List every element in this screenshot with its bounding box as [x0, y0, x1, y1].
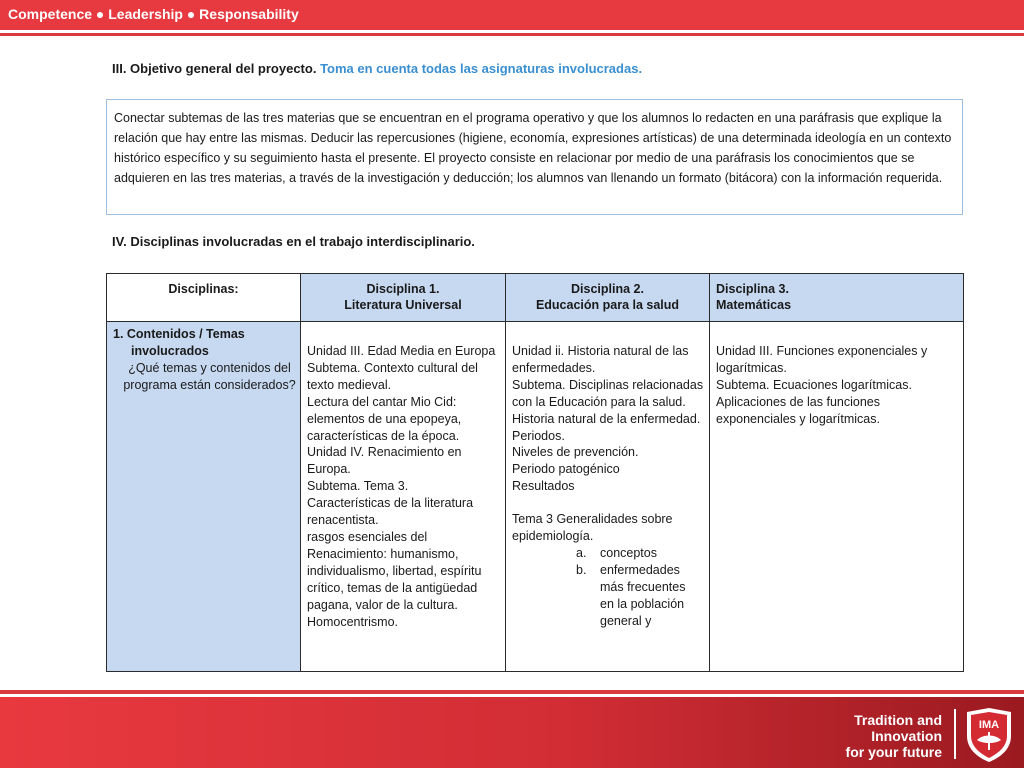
list-item: Unidad III. Edad Media en Europa: [307, 344, 496, 358]
tagline: Competence ● Leadership ● Responsability: [8, 6, 299, 22]
ima-shield-logo: [963, 706, 1015, 769]
footer-slogan: [846, 712, 942, 760]
list-item: Subtema. Ecuaciones logarítmicas.: [716, 377, 912, 392]
table-corner-header: Disciplinas:: [106, 273, 301, 322]
list-text: enfermedades más frecuentes en la población general y: [600, 562, 686, 628]
list-item: Subtema. Tema 3.: [307, 479, 409, 494]
shield-icon: [963, 706, 1015, 764]
row-header-contents: [106, 321, 301, 672]
list-item: Resultados: [512, 479, 575, 494]
column-header-2-line1: Disciplina 2.: [571, 282, 644, 296]
cell-health-education: [505, 321, 710, 672]
list-marker: a.: [576, 545, 587, 560]
spacer: [512, 495, 705, 511]
list-item: Periodo patogénico: [512, 462, 620, 477]
column-header-1-line2: Literatura Universal: [344, 298, 462, 312]
topic-heading: Tema 3 Generalidades sobre epidemiología.: [512, 512, 673, 544]
list-text: conceptos: [600, 545, 657, 560]
section-3-title: III. Objetivo general del proyecto.: [112, 61, 317, 76]
list-item: Unidad ii. Historia natural de las enfermedades.: [512, 344, 689, 375]
list-item: Aplicaciones de las funciones exponenciales y logarítmicas.: [716, 394, 880, 426]
list-item: Subtema. Disciplinas relacionadas con la Educación para la salud.: [512, 377, 704, 409]
footer-line-2: Innovation: [871, 728, 942, 744]
disciplines-table: [106, 273, 964, 672]
list-item: Características de la literatura renacentista.: [307, 496, 474, 528]
list-item: [512, 562, 705, 630]
list-item: Homocentrismo.: [307, 614, 398, 629]
column-header-discipline-3: [709, 273, 964, 322]
topic-list: [512, 545, 705, 630]
footer-line-3: for your future: [845, 744, 942, 760]
footer-line-1: Tradition and: [854, 712, 942, 728]
list-item: Unidad III. Funciones exponenciales y logarítmicas.: [716, 344, 928, 375]
list-item: Niveles de prevención.: [512, 445, 639, 460]
column-header-3-line1: Disciplina 3.: [716, 282, 789, 296]
column-header-1-line1: Disciplina 1.: [366, 282, 440, 296]
list-item: Unidad IV. Renacimiento en Europa.: [307, 445, 462, 477]
column-header-discipline-2: [505, 273, 710, 322]
list-item: [512, 545, 705, 562]
cell-mathematics: [709, 321, 964, 672]
section-3-heading: [112, 61, 642, 76]
column-header-3-line2: Matemáticas: [716, 298, 792, 312]
bottom-divider: [0, 690, 1024, 694]
objective-text-box: Conectar subtemas de las tres materias que se encuentran en el programa operativo y que los alumnos lo redacten en una paráfrasis que explique la relación que hay entre las mismas. Deducir las repercusiones (higiene, economía, expresiones artísticas) de una determinada ideología en un contexto histórico específico y su seguimiento hasta el presente. El proyecto consiste en relacionar por medio de una paráfrasis los conocimientos que se adquieren en las tres materias, a través de la investigación y deducción; los alumnos van llenando un formato (bitácora) con la información requerida.: [106, 99, 963, 215]
list-item: Subtema. Contexto cultural del texto medieval.: [307, 360, 478, 392]
logo-text: IMA: [978, 719, 1000, 731]
row-header-title-cont: involucrados: [131, 343, 209, 358]
list-item: rasgos esenciales del Renacimiento: humanismo, individualismo, libertad, espíritu crítico, temas de la antigüedad pagana, valor de la cultura.: [307, 529, 482, 612]
column-header-discipline-1: [300, 273, 506, 322]
row-header-question: ¿Qué temas y contenidos del programa están considerados?: [123, 360, 296, 392]
top-divider: [0, 33, 1024, 36]
footer-divider: [954, 709, 956, 759]
section-3-hint: Toma en cuenta todas las asignaturas involucradas.: [320, 61, 643, 76]
list-marker: b.: [576, 562, 587, 577]
list-item: Historia natural de la enfermedad. Periodos.: [512, 411, 701, 443]
section-4-heading: IV. Disciplinas involucradas en el trabajo interdisciplinario.: [112, 234, 475, 249]
column-header-2-line2: Educación para la salud: [535, 298, 680, 312]
list-item: Lectura del cantar Mio Cid: elementos de una epopeya, características de la época.: [307, 394, 462, 443]
cell-literature: [300, 321, 506, 672]
row-header-title: 1. Contenidos / Temas: [113, 327, 245, 341]
